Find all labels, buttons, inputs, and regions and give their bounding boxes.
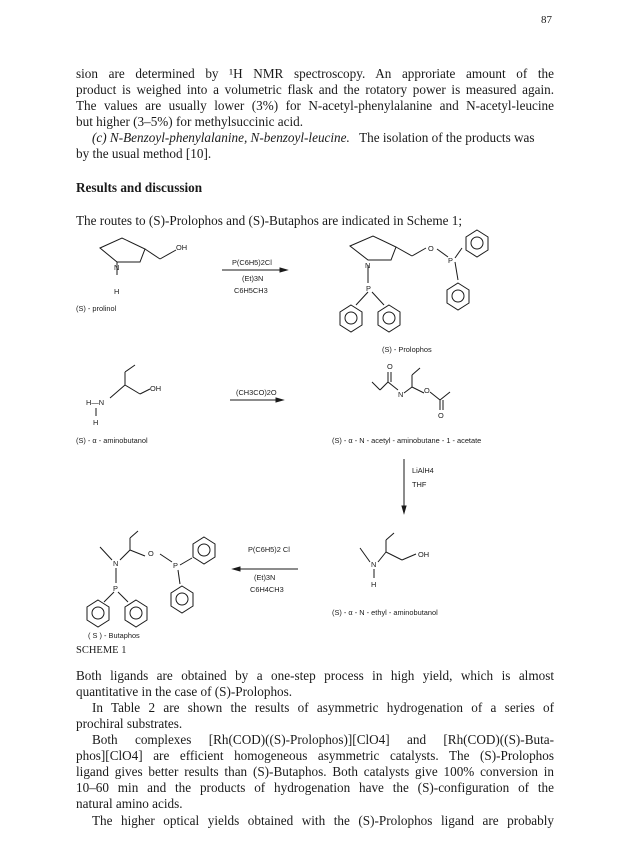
item-c-text: The isolation of the products was (359, 130, 535, 145)
butaphos-n-label: N (113, 559, 119, 568)
prolophos-o-label: O (428, 244, 434, 253)
reagent-1-line-3: C6H5CH3 (234, 286, 268, 295)
aminobutanol-oh-label: OH (150, 384, 162, 393)
butaphos-phenyl-4 (125, 600, 147, 627)
intro-line-2: product is weighed into a volumetric flask and the rotatory power is measured again. (76, 82, 554, 97)
reagent-2: (CH3CO)2O (236, 388, 277, 397)
p3-line-2: phos][ClO4] are efficient homogeneous asymmetric catalysts. The (S)-Prolophos (76, 748, 554, 763)
aminobutanol-hn-label: H—N (86, 398, 105, 407)
prolinol-n-label: N (114, 263, 120, 272)
p3-line-3: ligand gives better results than (S)-Butaphos. Both catalysts give 100% conversion in (76, 764, 554, 779)
p3-line-5: natural amino acids. (76, 796, 183, 811)
prolophos-p2-label: P (366, 284, 371, 293)
butaphos-p2-label: P (113, 584, 118, 593)
butaphos-p1-label: P (173, 561, 178, 570)
p2-line-1: In Table 2 are shown the results of asymmetric hydrogenation of a series of (92, 700, 554, 715)
prolinol-ring (100, 238, 145, 262)
reagent-1-line-2: (Et)3N (242, 274, 264, 283)
intro-line-3: The values are usually lower (3%) for N-acetyl-phenylalanine and N-acetyl-leucine (76, 98, 554, 113)
acetyl-o1-label: O (387, 362, 393, 371)
prolinol-oh-label: OH (176, 243, 188, 252)
p4-line-1: The higher optical yields obtained with the (S)-Prolophos ligand are probably (92, 813, 554, 828)
aminobutanol-label: (S) - α - aminobutanol (76, 436, 148, 445)
p3-line-1: Both complexes [Rh(COD)((S)-Prolophos)][ClO4] and [Rh(COD)((S)-Buta- (92, 732, 554, 747)
reagent-4-line-3: C6H4CH3 (250, 585, 284, 594)
reagent-4-line-1: P(C6H5)2 Cl (248, 545, 290, 554)
butaphos-phenyl-3 (87, 600, 109, 627)
butaphos-label: ( S ) - Butaphos (88, 631, 140, 640)
p1-line-2: quantitative in the case of (S)-Prolophos. (76, 684, 293, 699)
item-c-title: (c) N-Benzoyl-phenylalanine, N-benzoyl-leucine. (92, 130, 350, 145)
prolophos-label: (S) - Prolophos (382, 345, 432, 354)
ethyl-h-label: H (371, 580, 377, 589)
routes-sentence: The routes to (S)-Prolophos and (S)-Butaphos are indicated in Scheme 1; (76, 213, 463, 228)
prolophos-phenyl-4 (378, 305, 400, 332)
prolinol-label: (S) - prolinol (76, 304, 117, 313)
reagent-3-line-2: THF (412, 480, 427, 489)
intro-line-4: but higher (3–5%) for methylsuccinic acid. (76, 114, 304, 129)
prolophos-phenyl-3 (340, 305, 362, 332)
scheme-caption: SCHEME 1 (76, 645, 127, 656)
prolophos-ring (350, 236, 396, 260)
prolophos-p1-label: P (448, 256, 453, 265)
prolophos-n-label: N (365, 261, 371, 270)
ethyl-label: (S) - α - N - ethyl - aminobutanol (332, 608, 438, 617)
butaphos-phenyl-2 (171, 586, 193, 613)
prolophos-phenyl-1 (466, 230, 488, 257)
prolinol-h-label: H (114, 287, 120, 296)
page-number: 87 (541, 14, 552, 26)
prolophos-phenyl-2 (447, 283, 469, 310)
item-c-line-2: by the usual method [10]. (76, 146, 212, 161)
acetyl-o3-label: O (438, 411, 444, 420)
acetyl-n-label: N (398, 390, 404, 399)
p3-line-4: 10–60 min and the products of hydrogenation have the (S)-configuration of the (76, 780, 554, 795)
butaphos-o-label: O (148, 549, 154, 558)
reagent-4-line-2: (Et)3N (254, 573, 276, 582)
acetyl-o2-label: O (424, 386, 430, 395)
ethyl-n-label: N (371, 560, 377, 569)
p1-line-1: Both ligands are obtained by a one-step process in high yield, which is almost (76, 668, 554, 683)
acetyl-label: (S) - α - N - acetyl - aminobutane - 1 - acetate (332, 436, 482, 445)
section-heading: Results and discussion (76, 180, 203, 195)
reagent-3-line-1: LiAlH4 (412, 466, 434, 475)
aminobutanol-h-label: H (93, 418, 99, 427)
intro-line-1: sion are determined by ¹H NMR spectroscopy. An approriate amount of the (76, 66, 554, 81)
ethyl-oh-label: OH (418, 550, 430, 559)
p2-line-2: prochiral substrates. (76, 716, 183, 731)
reagent-1-line-1: P(C6H5)2Cl (232, 258, 272, 267)
butaphos-phenyl-1 (193, 537, 215, 564)
